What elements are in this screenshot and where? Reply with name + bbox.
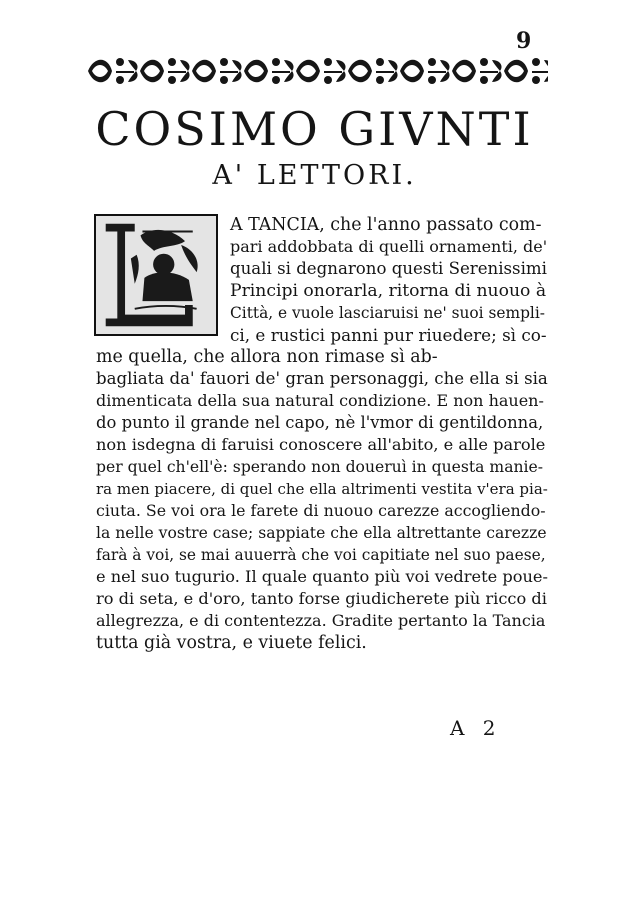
- text-line: me quella, che allora non rimase sì ab-: [96, 347, 438, 367]
- text-line: tutta già vostra, e viuete felici.: [96, 633, 367, 653]
- page-number: 9: [516, 28, 532, 54]
- text-line: la nelle vostre case; sappiate che ella altrettante carezze: [96, 524, 547, 542]
- floral-border-icon: [88, 52, 548, 90]
- text-line: pari addobbata di quelli ornamenti, de': [230, 237, 548, 256]
- text-line: ro di seta, e d'oro, tanto forse giudicherete più ricco di: [96, 589, 547, 608]
- text-line: A TANCIA, che l'anno passato com-: [230, 215, 542, 235]
- text-line: farà à voi, se mai auuerrà che voi capitiate nel suo paese,: [96, 546, 546, 564]
- text-line: dimenticata della sua natural condizione. E non hauen-: [96, 391, 544, 410]
- text-line: do punto il grande nel capo, nè l'vmor di gentildonna,: [96, 413, 544, 432]
- signature-mark: A 2: [450, 716, 502, 740]
- text-line: allegrezza, e di contentezza. Gradite pertanto la Tancia: [96, 611, 546, 630]
- text-line: non isdegna di faruisi conoscere all'abito, e alle parole: [96, 435, 546, 454]
- woodcut-initial-L-icon: [94, 214, 218, 336]
- text-line: per quel ch'ell'è: sperando non doueruì in questa manie-: [96, 458, 544, 476]
- page-subtitle: A' LETTORI.: [212, 160, 417, 191]
- text-line: e nel suo tugurio. Il quale quanto più voi vedrete poue-: [96, 567, 548, 586]
- text-line: Principi onorarla, ritorna di nuouo à: [230, 281, 547, 301]
- text-line: ci, e rustici panni pur riuedere; sì co-: [230, 325, 547, 345]
- text-line: ra men piacere, di quel che ella altrimenti vestita v'era pia-: [96, 480, 548, 498]
- text-line: quali si degnarono questi Serenissimi: [230, 259, 547, 278]
- text-line: ciuta. Se voi ora le farete di nuouo carezze accogliendo-: [96, 501, 546, 520]
- text-line: bagliata da' fauori de' gran personaggi, che ella si sia: [96, 369, 548, 388]
- text-line: Città, e vuole lasciaruisi ne' suoi sempli-: [230, 304, 545, 322]
- page-title: COSIMO GIVNTI: [95, 102, 534, 156]
